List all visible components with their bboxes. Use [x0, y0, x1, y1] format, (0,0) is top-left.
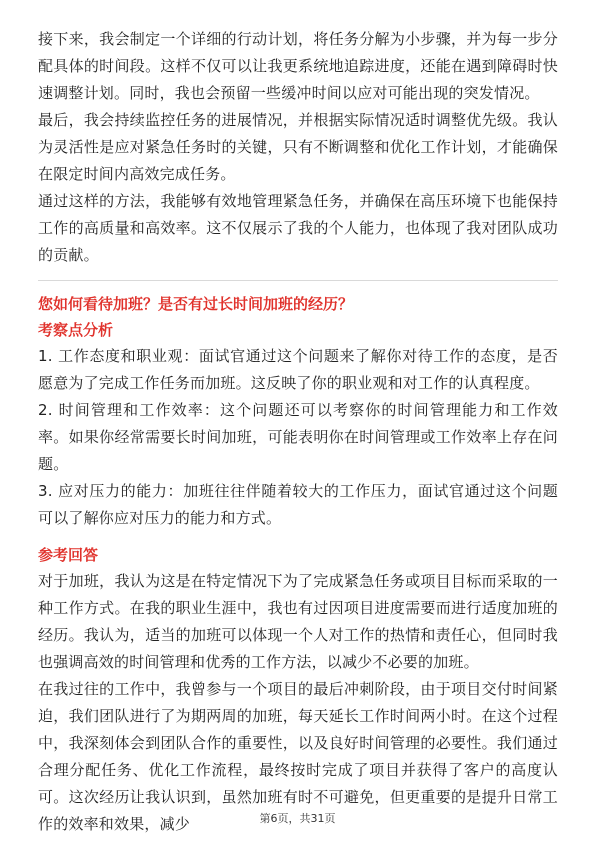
page-number: 第6页，共31页 — [259, 812, 336, 825]
intro-paragraph: 通过这样的方法，我能够有效地管理紧急任务，并确保在高压环境下也能保持工作的高质量和高效率。这不仅展示了我的个人能力，也体现了我对团队成功的贡献。 — [38, 192, 558, 264]
analysis-item: 2. 时间管理和工作效率：这个问题还可以考察你的时间管理能力和工作效率。如果你经常需要长时间加班，可能表明你在时间管理或工作效率上存在问题。 — [38, 401, 558, 473]
intro-paragraph: 最后，我会持续监控任务的进展情况，并根据实际情况适时调整优先级。我认为灵活性是应对紧急任务时的关键，只有不断调整和优化工作计划，才能确保在限定时间内高效完成任务。 — [38, 111, 558, 183]
answer-heading: 参考回答 — [38, 546, 99, 564]
analysis-heading: 考察点分析 — [38, 321, 114, 339]
intro-paragraph: 接下来，我会制定一个详细的行动计划，将任务分解为小步骤，并为每一步分配具体的时间段。这样不仅可以让我更系统地追踪进度，还能在遇到障碍时快速调整计划。同时，我也会预留一些缓冲时间以应对可能出现的突发情况。 — [38, 30, 558, 102]
section-divider — [38, 280, 558, 281]
answer-paragraph: 对于加班，我认为这是在特定情况下为了完成紧急任务或项目目标而采取的一种工作方式。在我的职业生涯中，我也有过因项目进度需要而进行适度加班的经历。我认为，适当的加班可以体现一个人对工作的热情和责任心，但同时我也强调高效的时间管理和优秀的工作方法，以减少不必要的加班。 — [38, 572, 558, 671]
answer-paragraph: 在我过往的工作中，我曾参与一个项目的最后冲刺阶段，由于项目交付时间紧迫，我们团队进行了为期两周的加班，每天延长工作时间两小时。在这个过程中，我深刻体会到团队合作的重要性，以及良好时间管理的必要性。我们通过合理分配任务、优化工作流程，最终按时完成了项目并获得了客户的高度认可。这次经历让我认识到，虽然加班有时不可避免，但更重要的是提升日常工作的效率和效果，减少 — [38, 680, 558, 833]
question-heading: 您如何看待加班？是否有过长时间加班的经历？ — [38, 295, 354, 313]
analysis-item: 1. 工作态度和职业观：面试官通过这个问题来了解你对待工作的态度，是否愿意为了完成工作任务而加班。这反映了你的职业观和对工作的认真程度。 — [38, 347, 558, 392]
analysis-item: 3. 应对压力的能力：加班往往伴随着较大的工作压力，面试官通过这个问题可以了解你应对压力的能力和方式。 — [38, 482, 558, 527]
spacer — [38, 532, 558, 542]
page-content — [38, 26, 558, 838]
